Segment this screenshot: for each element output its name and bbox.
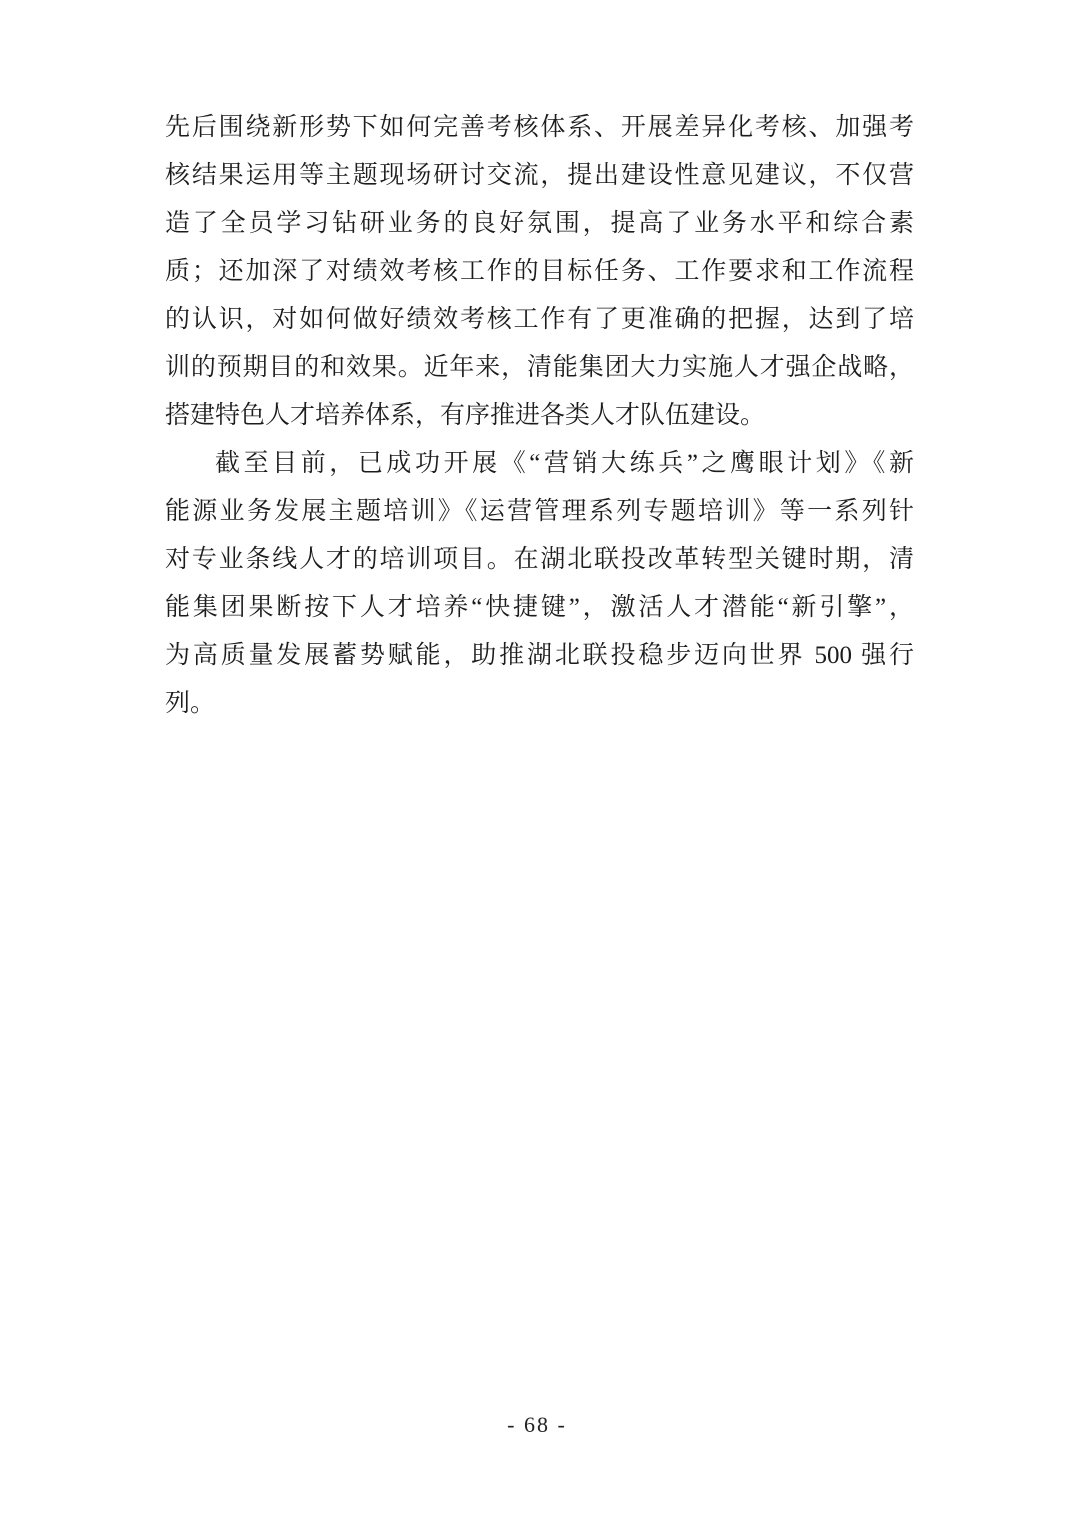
text-line: 造了全员学习钻研业务的良好氛围，提高了业务水平和综合素 bbox=[165, 210, 914, 237]
text-line: 对专业条线人才的培训项目。在湖北联投改革转型关键时期，清 bbox=[165, 546, 914, 573]
text-line: 核结果运用等主题现场研讨交流，提出建设性意见建议，不仅营 bbox=[165, 162, 914, 189]
text-line: 能集团果断按下人才培养“快捷键”，激活人才潜能“新引擎”， bbox=[165, 594, 914, 621]
text-line: 质；还加深了对绩效考核工作的目标任务、工作要求和工作流程 bbox=[165, 258, 914, 285]
page-number: - 68 - bbox=[507, 1412, 567, 1437]
text-line: 能源业务发展主题培训》《运营管理系列专题培训》等一系列针 bbox=[165, 498, 914, 525]
text-line: 搭建特色人才培养体系，有序推进各类人才队伍建设。 bbox=[165, 402, 766, 429]
text-line: 为高质量发展蓄势赋能，助推湖北联投稳步迈向世界 500 强行 bbox=[165, 642, 914, 669]
text-line: 的认识，对如何做好绩效考核工作有了更准确的把握，达到了培 bbox=[165, 306, 914, 333]
body-text bbox=[165, 104, 914, 728]
text-line: 列。 bbox=[165, 690, 216, 717]
text-line: 训的预期目的和效果。近年来，清能集团大力实施人才强企战略， bbox=[165, 354, 914, 381]
text-line: 先后围绕新形势下如何完善考核体系、开展差异化考核、加强考 bbox=[165, 114, 914, 141]
text-line: 截至目前，已成功开展《“营销大练兵”之鹰眼计划》《新 bbox=[215, 450, 914, 477]
